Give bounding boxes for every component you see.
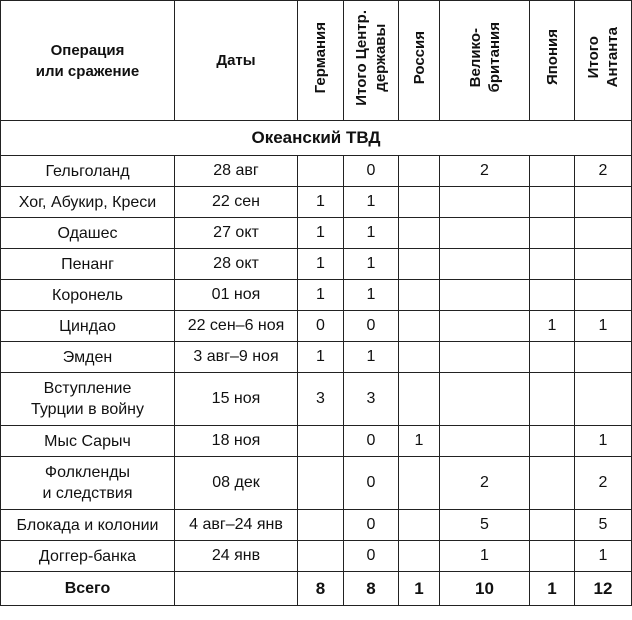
germany-cell	[298, 156, 344, 187]
header-germany	[298, 1, 344, 121]
britain-cell	[440, 342, 530, 373]
dates-cell: 08 дек	[175, 457, 298, 510]
japan-cell	[530, 373, 575, 426]
header-entente-total-line-1: Итого	[585, 36, 602, 79]
britain-cell	[440, 373, 530, 426]
germany-cell: 0	[298, 311, 344, 342]
header-entente-total-line-2: Антанта	[604, 27, 621, 88]
japan-cell	[530, 218, 575, 249]
britain-cell: 1	[440, 541, 530, 572]
germany-cell	[298, 510, 344, 541]
russia-cell	[399, 342, 440, 373]
header-central-total-text	[352, 10, 390, 106]
operation-line: Фолкленды	[44, 464, 131, 481]
header-operation-line-2: или сражение	[35, 62, 140, 80]
russia-cell	[399, 311, 440, 342]
header-japan-label: Япония	[543, 29, 561, 86]
japan-cell	[530, 541, 575, 572]
russia-cell	[399, 218, 440, 249]
entente-cell	[575, 342, 632, 373]
entente-cell: 2	[575, 457, 632, 510]
britain-cell	[440, 187, 530, 218]
dates-cell: 01 ноя	[175, 280, 298, 311]
header-russia	[399, 1, 440, 121]
dates-cell: 3 авг–9 ноя	[175, 342, 298, 373]
operation-cell	[1, 280, 175, 311]
section-row	[1, 121, 632, 156]
header-britain-text	[466, 22, 504, 92]
table-row	[1, 426, 632, 457]
table-row	[1, 218, 632, 249]
germany-cell	[298, 426, 344, 457]
germany-cell: 1	[298, 249, 344, 280]
central-cell: 0	[344, 510, 399, 541]
britain-cell	[440, 311, 530, 342]
japan-cell	[530, 426, 575, 457]
operation-cell	[1, 187, 175, 218]
central-cell: 1	[344, 342, 399, 373]
table-row	[1, 373, 632, 426]
total-entente-cell: 12	[575, 572, 632, 606]
russia-cell	[399, 249, 440, 280]
header-britain	[440, 1, 530, 121]
operation-cell	[1, 156, 175, 187]
header-britain-line-1: Велико-	[466, 27, 484, 88]
table-row	[1, 156, 632, 187]
operation-line: Хог, Абукир, Креси	[18, 193, 157, 211]
central-cell: 1	[344, 249, 399, 280]
operation-cell	[1, 311, 175, 342]
header-central-total-line-1: Итого Центр.	[353, 9, 370, 106]
dates-cell: 18 ноя	[175, 426, 298, 457]
germany-cell: 1	[298, 187, 344, 218]
operation-cell	[1, 373, 175, 426]
entente-cell	[575, 280, 632, 311]
operation-line: Турции в войну	[30, 401, 144, 418]
japan-cell	[530, 280, 575, 311]
dates-cell: 15 ноя	[175, 373, 298, 426]
russia-cell: 1	[399, 426, 440, 457]
russia-cell	[399, 280, 440, 311]
dates-cell: 4 авг–24 янв	[175, 510, 298, 541]
russia-cell	[399, 510, 440, 541]
entente-cell	[575, 187, 632, 218]
operation-line: Доггер-банка	[38, 547, 137, 565]
header-operation-line-1: Операция	[50, 41, 125, 59]
japan-cell	[530, 510, 575, 541]
header-central-total	[344, 1, 399, 121]
operation-cell	[1, 342, 175, 373]
section-title: Океанский ТВД	[1, 121, 632, 156]
operation-line: Коронель	[52, 286, 123, 304]
table-row	[1, 311, 632, 342]
britain-cell: 2	[440, 156, 530, 187]
germany-cell: 1	[298, 218, 344, 249]
total-label: Всего	[1, 572, 175, 606]
japan-cell	[530, 342, 575, 373]
entente-cell: 5	[575, 510, 632, 541]
central-cell: 0	[344, 156, 399, 187]
dates-cell: 27 окт	[175, 218, 298, 249]
germany-cell: 3	[298, 373, 344, 426]
operation-line: Одашес	[57, 224, 118, 242]
header-entente-total	[575, 1, 632, 121]
table-row	[1, 280, 632, 311]
header-japan	[530, 1, 575, 121]
russia-cell	[399, 541, 440, 572]
central-cell: 0	[344, 311, 399, 342]
britain-cell	[440, 249, 530, 280]
total-britain-cell: 10	[440, 572, 530, 606]
entente-cell: 2	[575, 156, 632, 187]
table-row	[1, 342, 632, 373]
header-russia-label: Россия	[410, 30, 428, 85]
japan-cell	[530, 156, 575, 187]
central-cell: 1	[344, 187, 399, 218]
russia-cell	[399, 187, 440, 218]
operation-cell	[1, 218, 175, 249]
table-row	[1, 510, 632, 541]
total-dates-cell	[175, 572, 298, 606]
britain-cell: 2	[440, 457, 530, 510]
header-britain-line-2: британия	[485, 22, 503, 93]
central-cell: 1	[344, 280, 399, 311]
total-japan-cell: 1	[530, 572, 575, 606]
britain-cell	[440, 426, 530, 457]
central-cell: 3	[344, 373, 399, 426]
dates-cell: 24 янв	[175, 541, 298, 572]
japan-cell: 1	[530, 311, 575, 342]
header-dates: Даты	[175, 1, 298, 121]
japan-cell	[530, 187, 575, 218]
operation-line: Мыс Сарыч	[44, 432, 131, 450]
operation-cell	[1, 510, 175, 541]
total-russia-cell: 1	[399, 572, 440, 606]
dates-cell: 22 сен	[175, 187, 298, 218]
britain-cell	[440, 280, 530, 311]
germany-cell: 1	[298, 280, 344, 311]
central-cell: 0	[344, 457, 399, 510]
entente-cell	[575, 249, 632, 280]
entente-cell: 1	[575, 311, 632, 342]
table-row	[1, 187, 632, 218]
operation-line: Блокада и колонии	[16, 516, 159, 534]
operation-cell	[1, 541, 175, 572]
russia-cell	[399, 373, 440, 426]
japan-cell	[530, 457, 575, 510]
entente-cell	[575, 373, 632, 426]
russia-cell	[399, 156, 440, 187]
header-row	[1, 1, 632, 121]
operation-line: Пенанг	[61, 255, 114, 273]
germany-cell: 1	[298, 342, 344, 373]
header-central-total-line-2: державы	[372, 23, 389, 92]
operation-line: Гельголанд	[45, 162, 130, 180]
operation-line: Вступление	[43, 380, 132, 397]
central-cell: 0	[344, 541, 399, 572]
header-entente-total-text	[584, 27, 622, 87]
table-row	[1, 249, 632, 280]
dates-cell: 22 сен–6 ноя	[175, 311, 298, 342]
dates-cell: 28 окт	[175, 249, 298, 280]
table-row	[1, 457, 632, 510]
central-cell: 0	[344, 426, 399, 457]
total-central-cell: 8	[344, 572, 399, 606]
entente-cell: 1	[575, 541, 632, 572]
russia-cell	[399, 457, 440, 510]
japan-cell	[530, 249, 575, 280]
britain-cell	[440, 218, 530, 249]
operation-line: Эмден	[62, 348, 113, 366]
germany-cell	[298, 541, 344, 572]
operation-line: Циндао	[59, 317, 116, 335]
germany-cell	[298, 457, 344, 510]
operation-cell	[1, 457, 175, 510]
britain-cell: 5	[440, 510, 530, 541]
entente-cell	[575, 218, 632, 249]
operation-line: и следствия	[42, 485, 133, 502]
entente-cell: 1	[575, 426, 632, 457]
central-cell: 1	[344, 218, 399, 249]
dates-cell: 28 авг	[175, 156, 298, 187]
header-operation	[1, 1, 175, 121]
operation-cell	[1, 249, 175, 280]
total-row	[1, 572, 632, 606]
operation-cell	[1, 426, 175, 457]
header-germany-label: Германия	[312, 21, 329, 94]
total-germany-cell: 8	[298, 572, 344, 606]
table-row	[1, 541, 632, 572]
